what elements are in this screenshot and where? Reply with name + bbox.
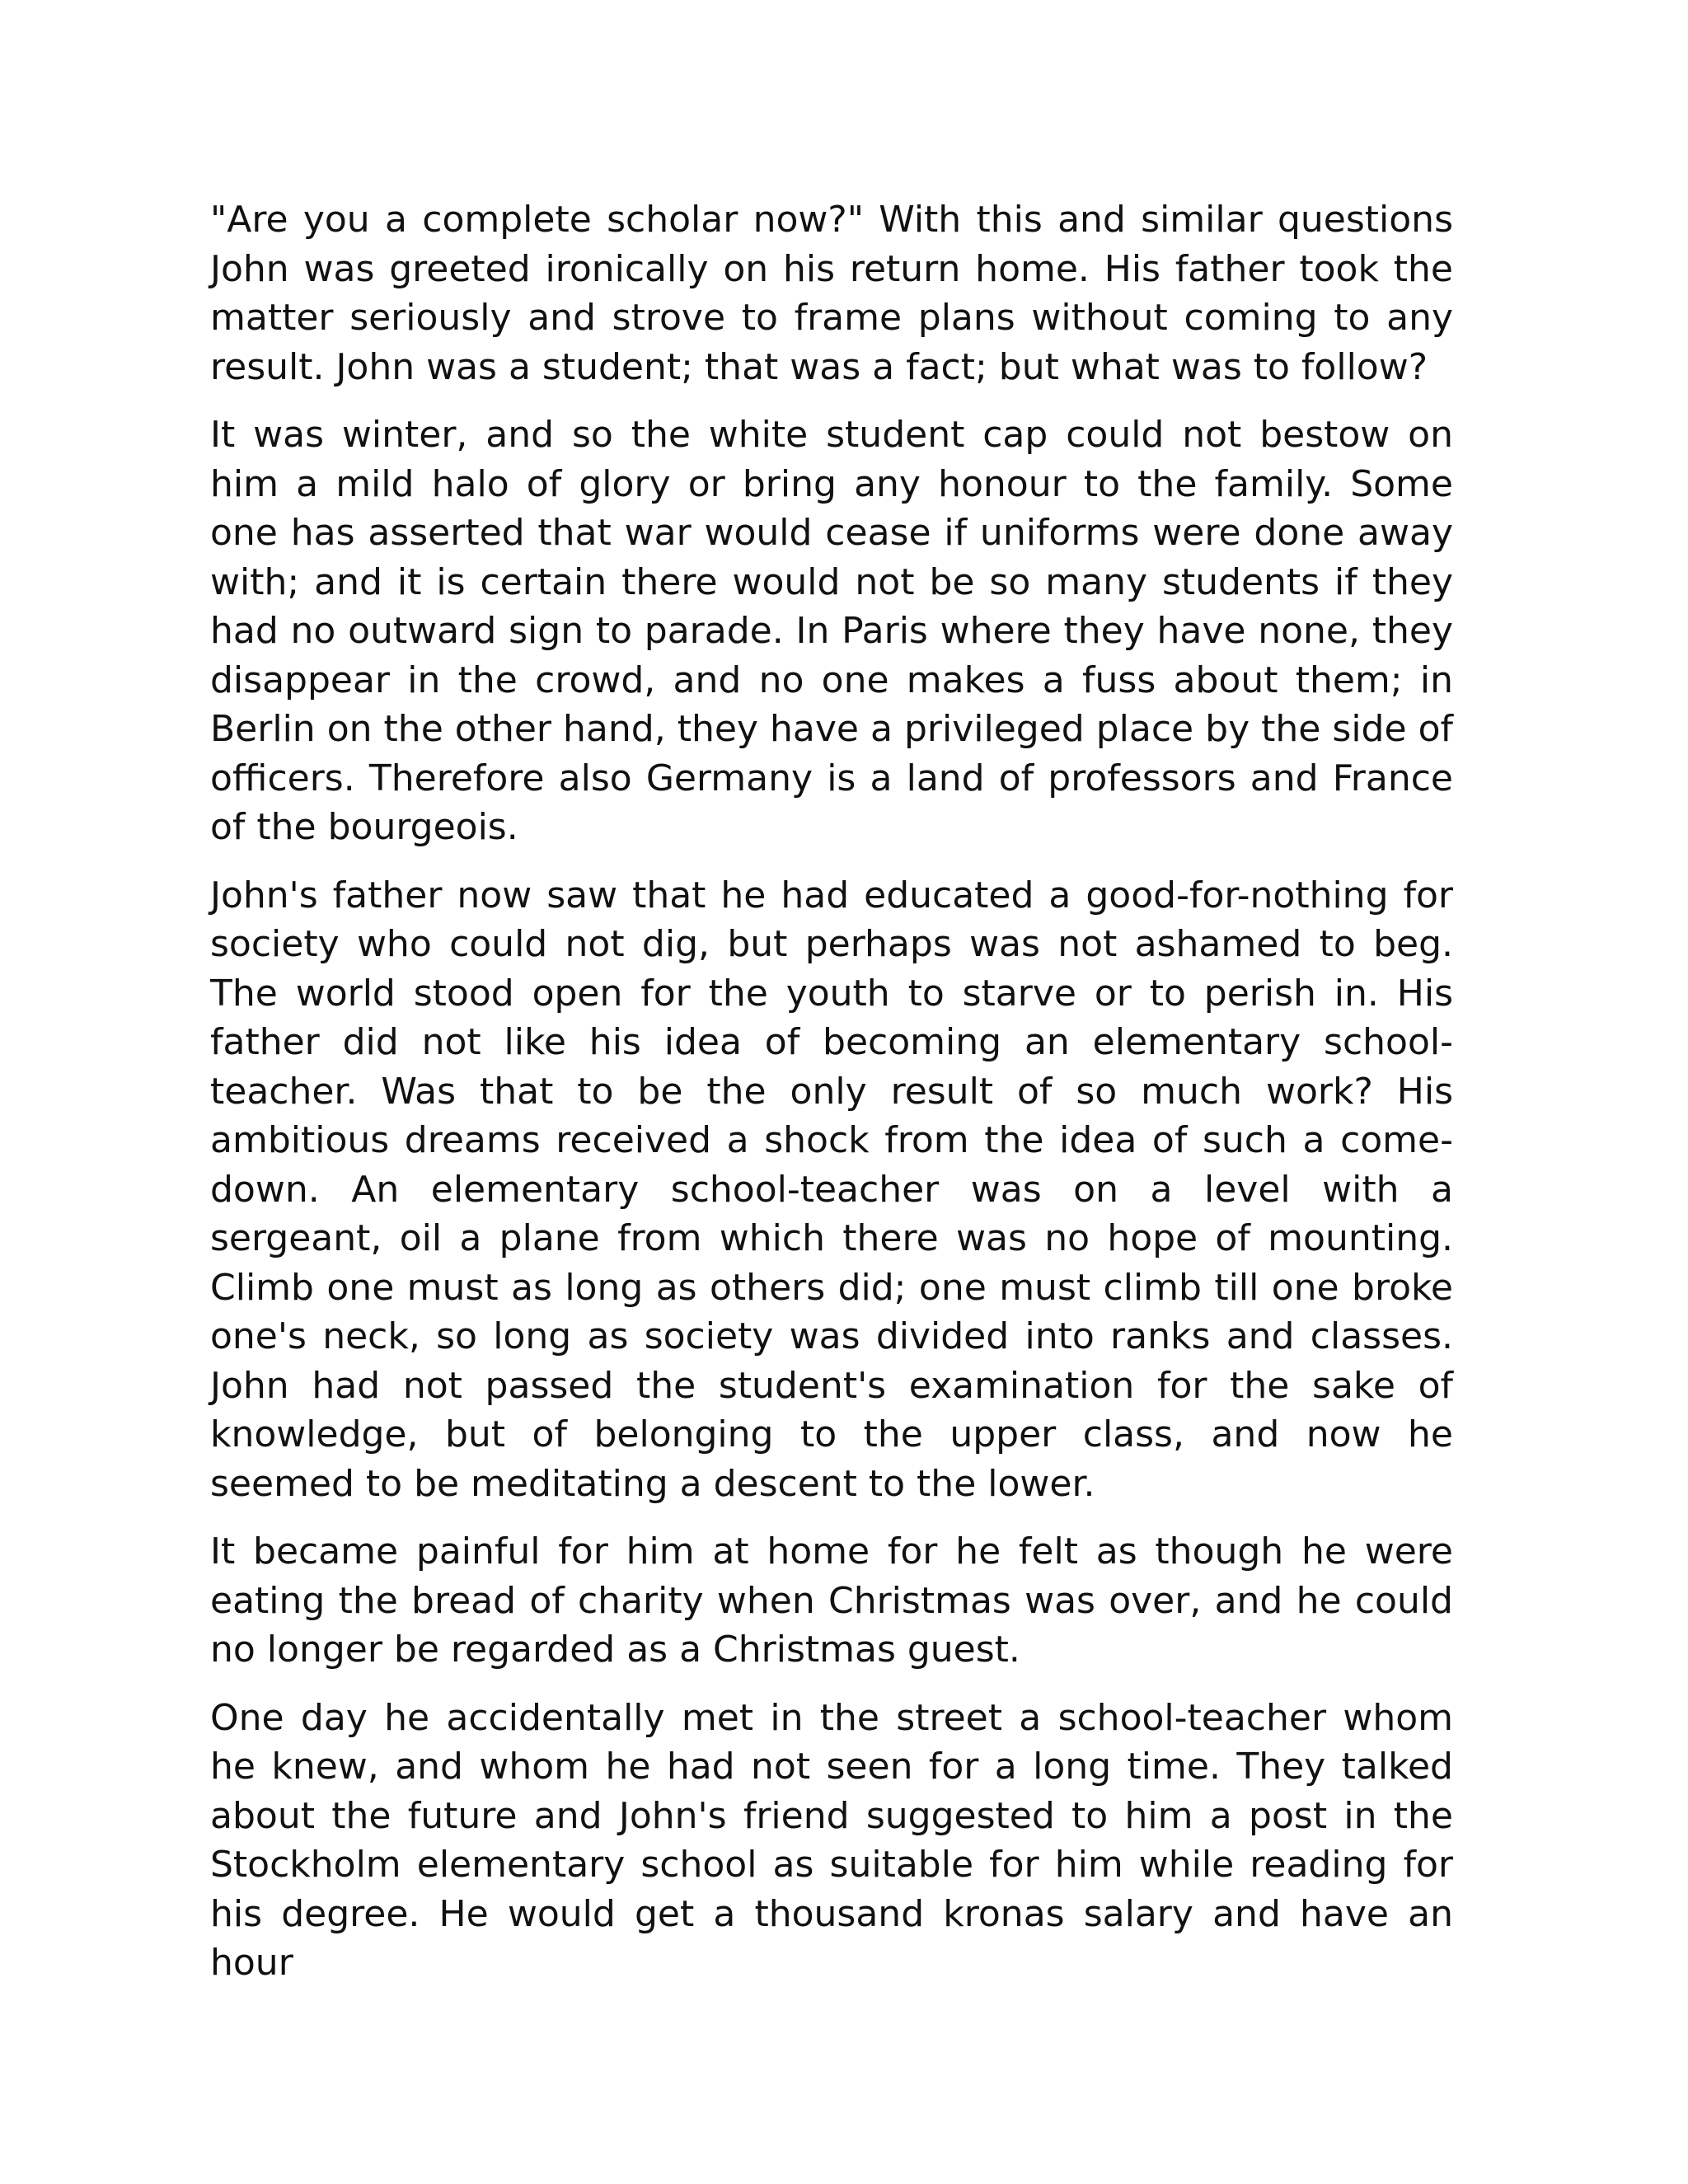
paragraph-2: It was winter, and so the white student cap could not bestow on him a mild halo of glory or bring any honour to the family. Some one has asserted that war would cease if uniforms were done away with; and it is certain there would not be so many students if they had no outward sign to parade. In Paris where they have none, they disappear in the crowd, and no one makes a fuss about them; in Berlin on the other hand, they have a privileged place by the side of officers. Therefore also Germany is a land of professors and France of the bourgeois. bbox=[210, 414, 1453, 848]
paragraph-4: It became painful for him at home for he felt as though he were eating the bread of charity when Christmas was over, and he could no longer be regarded as a Christmas guest. bbox=[210, 1530, 1453, 1671]
body-text bbox=[210, 195, 1453, 1988]
paragraph-3: John's father now saw that he had educated a good-for-nothing for society who could not dig, but perhaps was not ashamed to beg. The world stood open for the youth to starve or to perish in. His father did not like his idea of becoming an elementary school-teacher. Was that to be the only result of so much work? His ambitious dreams received a shock from the idea of such a come-down. An elementary school-teacher was on a level with a sergeant, oil a plane from which there was no hope of mounting. Climb one must as long as others did; one must climb till one broke one's neck, so long as society was divided into ranks and classes. John had not passed the student's examination for the sake of knowledge, but of belonging to the upper class, and now he seemed to be meditating a descent to the lower. bbox=[210, 874, 1453, 1505]
paragraph-1: "Are you a complete scholar now?" With this and similar questions John was greeted ironically on his return home. His father took the matter seriously and strove to frame plans without coming to any result. John was a student; that was a fact; but what was to follow? bbox=[210, 199, 1453, 388]
paragraph-5: One day he accidentally met in the street a school-teacher whom he knew, and whom he had not seen for a long time. They talked about the future and John's friend suggested to him a post in the Stockholm elementary school as suitable for him while reading for his degree. He would get a thousand kronas salary and have an hour bbox=[210, 1696, 1453, 1984]
